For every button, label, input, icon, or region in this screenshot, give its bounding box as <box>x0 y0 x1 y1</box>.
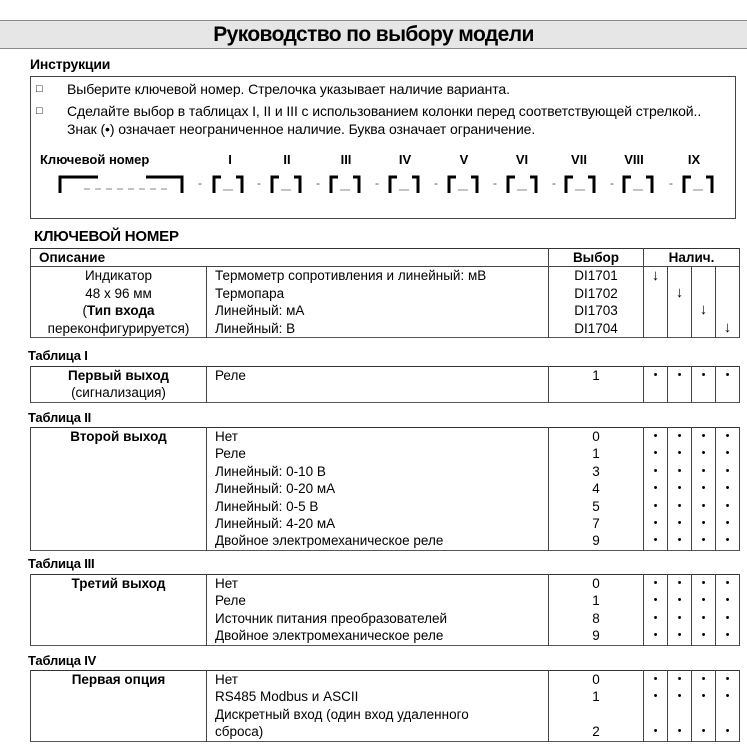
description-cell <box>31 367 207 403</box>
key-number-label: Ключевой номер <box>40 152 150 167</box>
field-I-bracket-icon <box>212 175 244 193</box>
availability-dot: • <box>644 592 668 609</box>
description-cell <box>31 267 207 338</box>
availability-dot: • <box>644 532 668 550</box>
option-cell: Реле <box>207 445 549 462</box>
code-cell: 1 <box>549 688 644 705</box>
table-row <box>31 671 740 689</box>
key-number-table <box>30 248 740 338</box>
code-cell: 2 <box>549 723 644 741</box>
availability-dot: • <box>668 463 692 480</box>
availability-dot: • <box>692 463 716 480</box>
availability-dot: • <box>692 498 716 515</box>
key-number-heading: КЛЮЧЕВОЙ НОМЕР <box>34 228 179 245</box>
instruction-text: Выберите ключевой номер. Стрелочка указывает наличие варианта. <box>67 81 510 97</box>
availability-dot: • <box>692 445 716 462</box>
option-cell: Нет <box>207 428 549 446</box>
avail-col <box>716 267 740 338</box>
availability-dot: • <box>716 671 740 689</box>
table-iii-heading: Таблица III <box>28 556 95 571</box>
availability-dot: • <box>716 480 740 497</box>
code-cell: 1 <box>549 445 644 462</box>
availability-dot: • <box>644 575 668 593</box>
availability-cell <box>692 706 716 723</box>
column-label-IX: IX <box>687 152 701 167</box>
table-i-heading: Таблица I <box>28 348 88 363</box>
code-cell: 7 <box>549 515 644 532</box>
availability-dot: • <box>644 610 668 627</box>
availability-dot: • <box>692 480 716 497</box>
availability-cell <box>644 706 668 723</box>
availability-dot: • <box>668 723 692 741</box>
field-VIII-bracket-icon <box>622 175 654 193</box>
table-header-row <box>31 249 740 267</box>
availability-dot: • <box>644 671 668 689</box>
table-iv <box>30 670 740 742</box>
availability-dot: • <box>692 688 716 705</box>
availability-dot: • <box>716 428 740 446</box>
option-cell: сброса) <box>207 723 549 741</box>
availability-dot: • <box>668 532 692 550</box>
header-selection: Выбор <box>549 249 644 267</box>
availability-dot: • <box>692 592 716 609</box>
column-label-IV: IV <box>398 152 412 167</box>
availability-dot: • <box>644 688 668 705</box>
availability-dot: • <box>716 610 740 627</box>
availability-dot: • <box>668 498 692 515</box>
availability-dot: • <box>668 367 692 403</box>
option-cell: Линейный: 0-20 мА <box>207 480 549 497</box>
availability-dot: • <box>668 575 692 593</box>
option-cell: Термометр сопротивления и линейный: мВ <box>207 267 549 285</box>
availability-dot: • <box>716 515 740 532</box>
field-V-bracket-icon <box>447 175 479 193</box>
desc-line: Индикатор <box>84 268 153 284</box>
availability-dot: • <box>716 592 740 609</box>
availability-dot: • <box>692 575 716 593</box>
table-iv-heading: Таблица IV <box>28 653 97 668</box>
availability-dot: • <box>716 532 740 550</box>
availability-dot: • <box>644 627 668 645</box>
availability-dot: • <box>716 723 740 741</box>
option-cell: Дискретный вход (один вход удаленного <box>207 706 549 723</box>
availability-dot: • <box>692 723 716 741</box>
description-cell: Третий выход <box>31 575 207 646</box>
availability-dot: • <box>644 723 668 741</box>
availability-dot: • <box>644 515 668 532</box>
table-ii <box>30 427 740 551</box>
option-cell: Линейный: В <box>207 320 549 338</box>
code-cell: 8 <box>549 610 644 627</box>
option-cell: Линейный: 0-10 В <box>207 463 549 480</box>
availability-dot: • <box>644 367 668 403</box>
separator: - <box>198 176 202 190</box>
avail-cell <box>644 320 668 338</box>
availability-dot: • <box>644 480 668 497</box>
desc-line: 48 x 96 мм <box>85 285 152 301</box>
arrow-down-icon: ↓ <box>723 319 732 337</box>
separator: - <box>375 176 379 190</box>
separator: - <box>257 176 261 190</box>
separator: - <box>669 176 673 190</box>
arrow-down-icon: ↓ <box>699 301 708 319</box>
table-row <box>31 267 740 285</box>
availability-dot: • <box>692 428 716 446</box>
key-number-field-icon <box>58 175 184 193</box>
code-cell: 3 <box>549 463 644 480</box>
table-row <box>31 367 740 403</box>
header-description: Описание <box>31 249 549 267</box>
availability-dot: • <box>668 480 692 497</box>
instructions-heading: Инструкции <box>30 56 111 72</box>
field-IX-bracket-icon <box>682 175 714 193</box>
table-row <box>31 428 740 446</box>
option-cell: Линейный: мА <box>207 302 549 319</box>
column-label-I: I <box>228 152 232 167</box>
availability-dot: • <box>692 367 716 403</box>
option-cell: Нет <box>207 575 549 593</box>
checkbox-bullet-icon: □ <box>36 83 43 95</box>
desc-title: Первый выход <box>68 368 169 383</box>
option-cell: Линейный: 4-20 мА <box>207 515 549 532</box>
separator: - <box>316 176 320 190</box>
availability-dot: • <box>692 627 716 645</box>
option-cell: Реле <box>207 592 549 609</box>
availability-dot: • <box>716 627 740 645</box>
code-cell: 5 <box>549 498 644 515</box>
code-cell: DI1701 <box>549 267 644 285</box>
availability-dot: • <box>716 575 740 593</box>
column-label-III: III <box>340 152 352 167</box>
avail-col <box>668 267 692 338</box>
availability-dot: • <box>668 688 692 705</box>
field-III-bracket-icon <box>329 175 361 193</box>
field-IV-bracket-icon <box>388 175 420 193</box>
code-cell: DI1702 <box>549 285 644 302</box>
availability-dot: • <box>716 445 740 462</box>
separator: - <box>434 176 438 190</box>
column-label-II: II <box>283 152 291 167</box>
availability-cell <box>668 706 692 723</box>
table-iii <box>30 574 740 646</box>
code-cell: DI1703 <box>549 302 644 319</box>
availability-dot: • <box>668 445 692 462</box>
code-cell: 9 <box>549 532 644 550</box>
availability-dot: • <box>716 498 740 515</box>
field-VI-bracket-icon <box>506 175 538 193</box>
table-i <box>30 366 740 403</box>
header-availability: Налич. <box>644 249 740 267</box>
separator: - <box>610 176 614 190</box>
availability-dot: • <box>716 688 740 705</box>
avail-cell <box>644 285 668 302</box>
code-cell: 1 <box>549 592 644 609</box>
availability-dot: • <box>644 445 668 462</box>
availability-cell <box>716 706 740 723</box>
separator: - <box>493 176 497 190</box>
column-label-VIII: VIII <box>624 152 644 167</box>
code-cell: 0 <box>549 428 644 446</box>
code-cell: 9 <box>549 627 644 645</box>
availability-dot: • <box>692 671 716 689</box>
avail-col <box>692 267 716 338</box>
description-cell: Второй выход <box>31 428 207 551</box>
code-cell: 0 <box>549 671 644 689</box>
availability-dot: • <box>668 428 692 446</box>
desc-line: (Тип входа <box>82 303 155 319</box>
desc-subtitle: (сигнализация) <box>71 385 166 401</box>
checkbox-bullet-icon: □ <box>36 105 43 117</box>
availability-dot: • <box>668 592 692 609</box>
field-VII-bracket-icon <box>564 175 596 193</box>
page-title: Руководство по выбору модели <box>0 20 747 49</box>
availability-dot: • <box>644 428 668 446</box>
availability-dot: • <box>716 463 740 480</box>
column-label-VI: VI <box>515 152 529 167</box>
availability-dot: • <box>644 498 668 515</box>
instruction-text: Сделайте выбор в таблицах I, II и III с использованием колонки перед соответствующей стрелкой.. Знак (•) означает неограниченное наличие. Буква означает ограничение. <box>67 103 702 137</box>
availability-dot: • <box>692 610 716 627</box>
option-cell: Линейный: 0-5 В <box>207 498 549 515</box>
table-row <box>31 575 740 593</box>
availability-dot: • <box>692 515 716 532</box>
option-cell: Реле <box>207 367 549 403</box>
code-cell: 4 <box>549 480 644 497</box>
availability-dot: • <box>716 367 740 403</box>
option-cell: Нет <box>207 671 549 689</box>
separator: - <box>552 176 556 190</box>
avail-cell <box>644 302 668 319</box>
code-cell: 0 <box>549 575 644 593</box>
availability-dot: • <box>668 610 692 627</box>
option-cell: Двойное электромеханическое реле <box>207 627 549 645</box>
availability-dot: • <box>668 627 692 645</box>
table-ii-heading: Таблица II <box>28 410 92 425</box>
field-II-bracket-icon <box>270 175 302 193</box>
code-cell: DI1704 <box>549 320 644 338</box>
option-cell: Термопара <box>207 285 549 302</box>
column-label-VII: VII <box>571 152 587 167</box>
arrow-down-icon: ↓ <box>644 267 668 285</box>
availability-dot: • <box>668 515 692 532</box>
option-cell: Источник питания преобразователей <box>207 610 549 627</box>
code-cell <box>549 706 644 723</box>
code-cell: 1 <box>549 367 644 403</box>
desc-line: переконфигурируется) <box>47 320 190 336</box>
arrow-down-icon: ↓ <box>675 284 684 302</box>
column-label-V: V <box>459 152 469 167</box>
option-cell: Двойное электромеханическое реле <box>207 532 549 550</box>
input-type-bold: Тип входа <box>86 303 155 319</box>
description-cell: Первая опция <box>31 671 207 742</box>
option-cell: RS485 Modbus и ASCII <box>207 688 549 705</box>
availability-dot: • <box>644 463 668 480</box>
availability-dot: • <box>692 532 716 550</box>
availability-dot: • <box>668 671 692 689</box>
